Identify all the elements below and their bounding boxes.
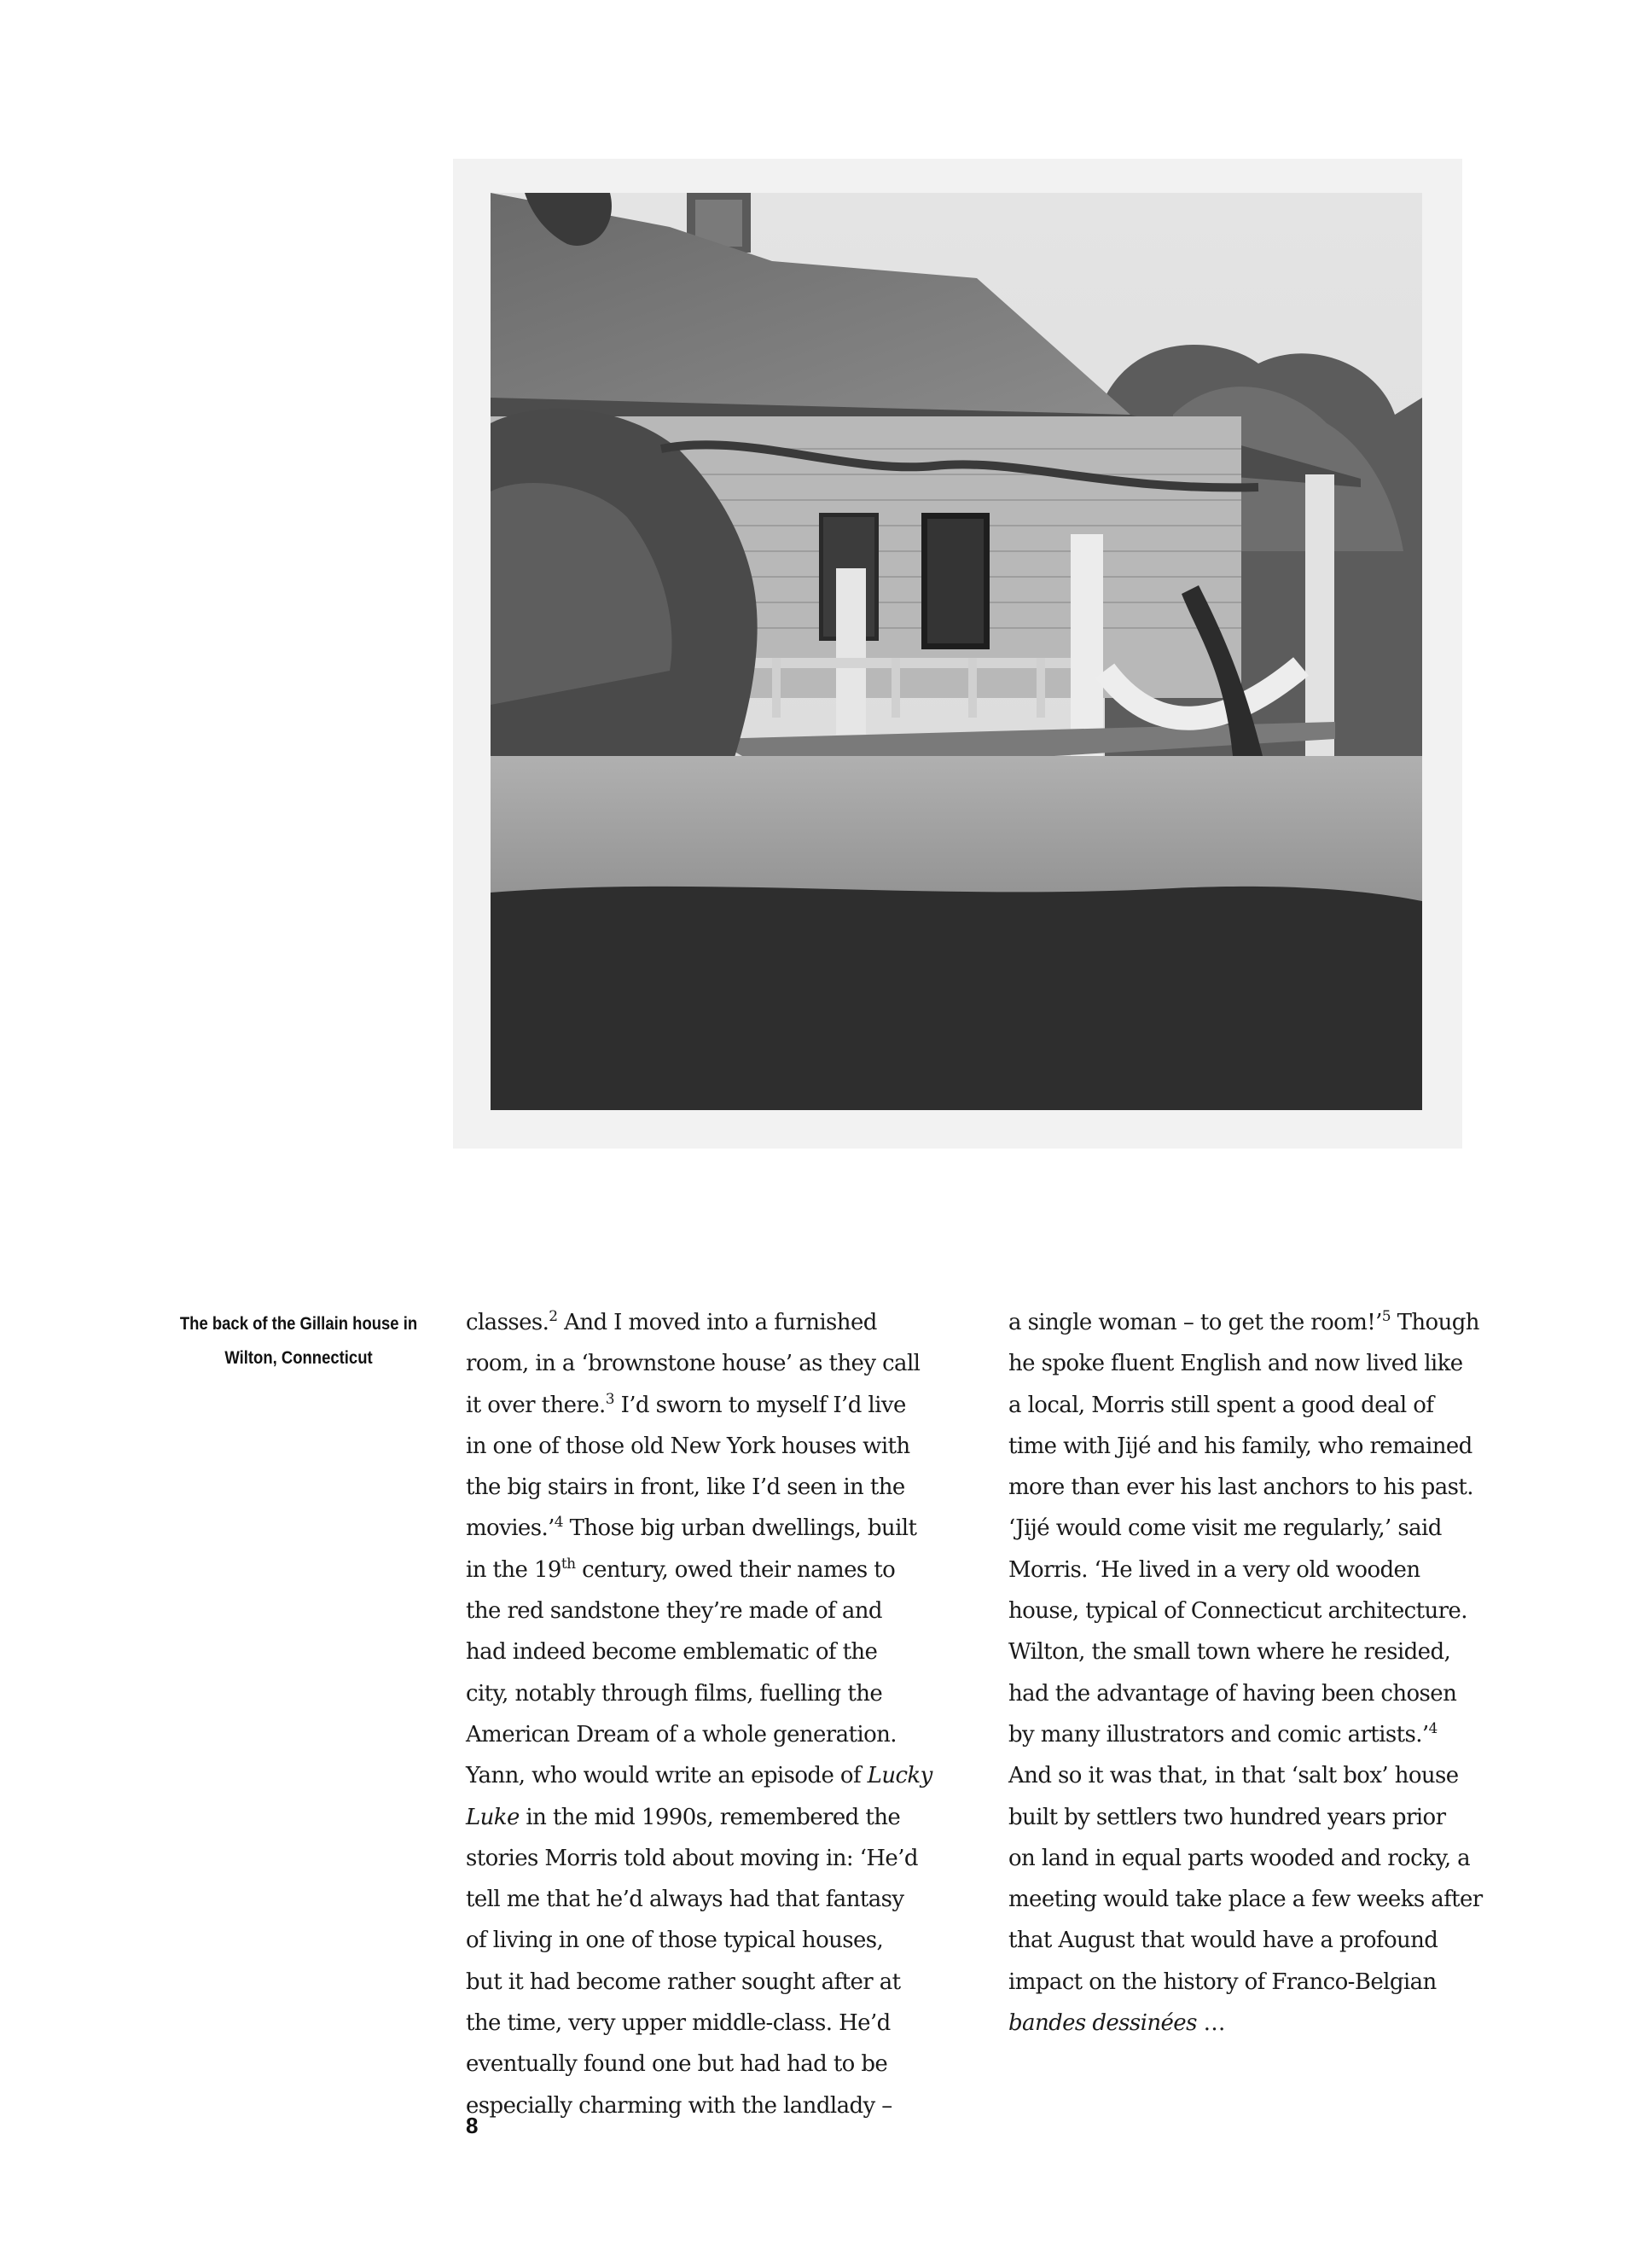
- italic-title: Luke: [466, 1804, 520, 1830]
- text-segment: Those big urban dwellings, built: [563, 1515, 917, 1542]
- text-line: especially charming with the landlady –: [466, 2092, 892, 2119]
- text-line: the big stairs in front, like I’d seen in the: [466, 1474, 905, 1501]
- text-line: [466, 1302, 932, 1343]
- text-segment: Yann, who would write an episode of: [466, 1763, 868, 1789]
- text-line: on land in equal parts wooded and rocky, a: [1008, 1845, 1471, 1871]
- text-line: meeting would take place a few weeks after: [1008, 1887, 1483, 1913]
- text-line: he spoke fluent English and now lived like: [1008, 1351, 1463, 1377]
- text-segment: I’d sworn to myself I’d live: [613, 1392, 906, 1418]
- footnote-ref: 5: [1381, 1308, 1391, 1325]
- page-number: 8: [466, 2113, 479, 2138]
- superscript: th: [561, 1555, 576, 1573]
- text-line: tell me that he’d always had that fantasy: [466, 1887, 904, 1913]
- italic-title: Lucky: [867, 1763, 932, 1789]
- text-line: built by settlers two hundred years prior: [1008, 1804, 1446, 1830]
- photo-caption: [171, 1307, 426, 1375]
- body-text-left-column: [466, 1302, 932, 2126]
- text-line: ‘Jijé would come visit me regularly,’ said: [1008, 1515, 1442, 1542]
- text-segment: Though: [1391, 1310, 1479, 1335]
- text-line: that August that would have a profound: [1008, 1928, 1438, 1954]
- text-line: [466, 1755, 932, 1796]
- text-segment: movies.’: [466, 1515, 555, 1542]
- text-line: house, typical of Connecticut architecture.: [1008, 1598, 1467, 1625]
- text-segment: classes.: [466, 1310, 549, 1335]
- text-line: [1008, 2003, 1483, 2044]
- text-line: in one of those old New York houses with: [466, 1433, 910, 1459]
- text-line: [466, 1508, 932, 1549]
- text-segment: in the mid 1990s, remembered the: [519, 1804, 901, 1830]
- footnote-ref: 2: [549, 1308, 558, 1325]
- text-segment: century, owed their names to: [575, 1556, 896, 1583]
- caption-line-2: Wilton, Connecticut: [224, 1348, 373, 1368]
- text-segment: And I moved into a furnished: [557, 1310, 877, 1335]
- text-line: [466, 1797, 932, 1838]
- text-line: the time, very upper middle-class. He’d: [466, 2010, 891, 2037]
- body-text-right-column: [1008, 1302, 1483, 2044]
- text-line: impact on the history of Franco-Belgian: [1008, 1969, 1437, 1995]
- text-line: [1008, 1302, 1483, 1343]
- text-line: time with Jijé and his family, who remained: [1008, 1433, 1472, 1459]
- text-segment: by many illustrators and comic artists.’: [1008, 1721, 1429, 1748]
- text-line: And so it was that, in that ‘salt box’ house: [1008, 1763, 1459, 1789]
- text-line: eventually found one but had had to be: [466, 2051, 888, 2078]
- caption-line-1: The back of the Gillain house in: [179, 1314, 418, 1334]
- text-line: city, notably through films, fuelling the: [466, 1680, 883, 1707]
- text-line: more than ever his last anchors to his past.: [1008, 1474, 1473, 1501]
- text-line: [466, 1550, 932, 1591]
- text-line: of living in one of those typical houses,: [466, 1928, 884, 1954]
- text-segment: it over there.: [466, 1392, 606, 1418]
- text-segment: …: [1196, 2010, 1225, 2037]
- text-segment: in the 19: [466, 1556, 561, 1583]
- house-photo-frame: [453, 159, 1462, 1149]
- house-photo: [491, 193, 1422, 1110]
- text-line: had the advantage of having been chosen: [1008, 1680, 1457, 1707]
- text-line: had indeed become emblematic of the: [466, 1639, 878, 1666]
- footnote-ref: 4: [1428, 1719, 1438, 1737]
- text-line: the red sandstone they’re made of and: [466, 1598, 882, 1625]
- text-line: a local, Morris still spent a good deal of: [1008, 1392, 1434, 1418]
- text-segment: a single woman – to get the room!’: [1008, 1310, 1382, 1335]
- italic-title: bandes dessinées: [1008, 2010, 1197, 2037]
- text-line: [466, 1385, 932, 1426]
- text-line: American Dream of a whole generation.: [466, 1721, 897, 1748]
- text-line: Morris. ‘He lived in a very old wooden: [1008, 1556, 1420, 1583]
- text-line: stories Morris told about moving in: ‘He’d: [466, 1845, 918, 1871]
- text-line: [1008, 1714, 1483, 1755]
- text-line: Wilton, the small town where he resided,: [1008, 1639, 1451, 1666]
- text-line: but it had become rather sought after at: [466, 1969, 901, 1995]
- footnote-ref: 3: [605, 1390, 614, 1408]
- text-line: room, in a ‘brownstone house’ as they call: [466, 1351, 921, 1377]
- footnote-ref: 4: [554, 1514, 563, 1532]
